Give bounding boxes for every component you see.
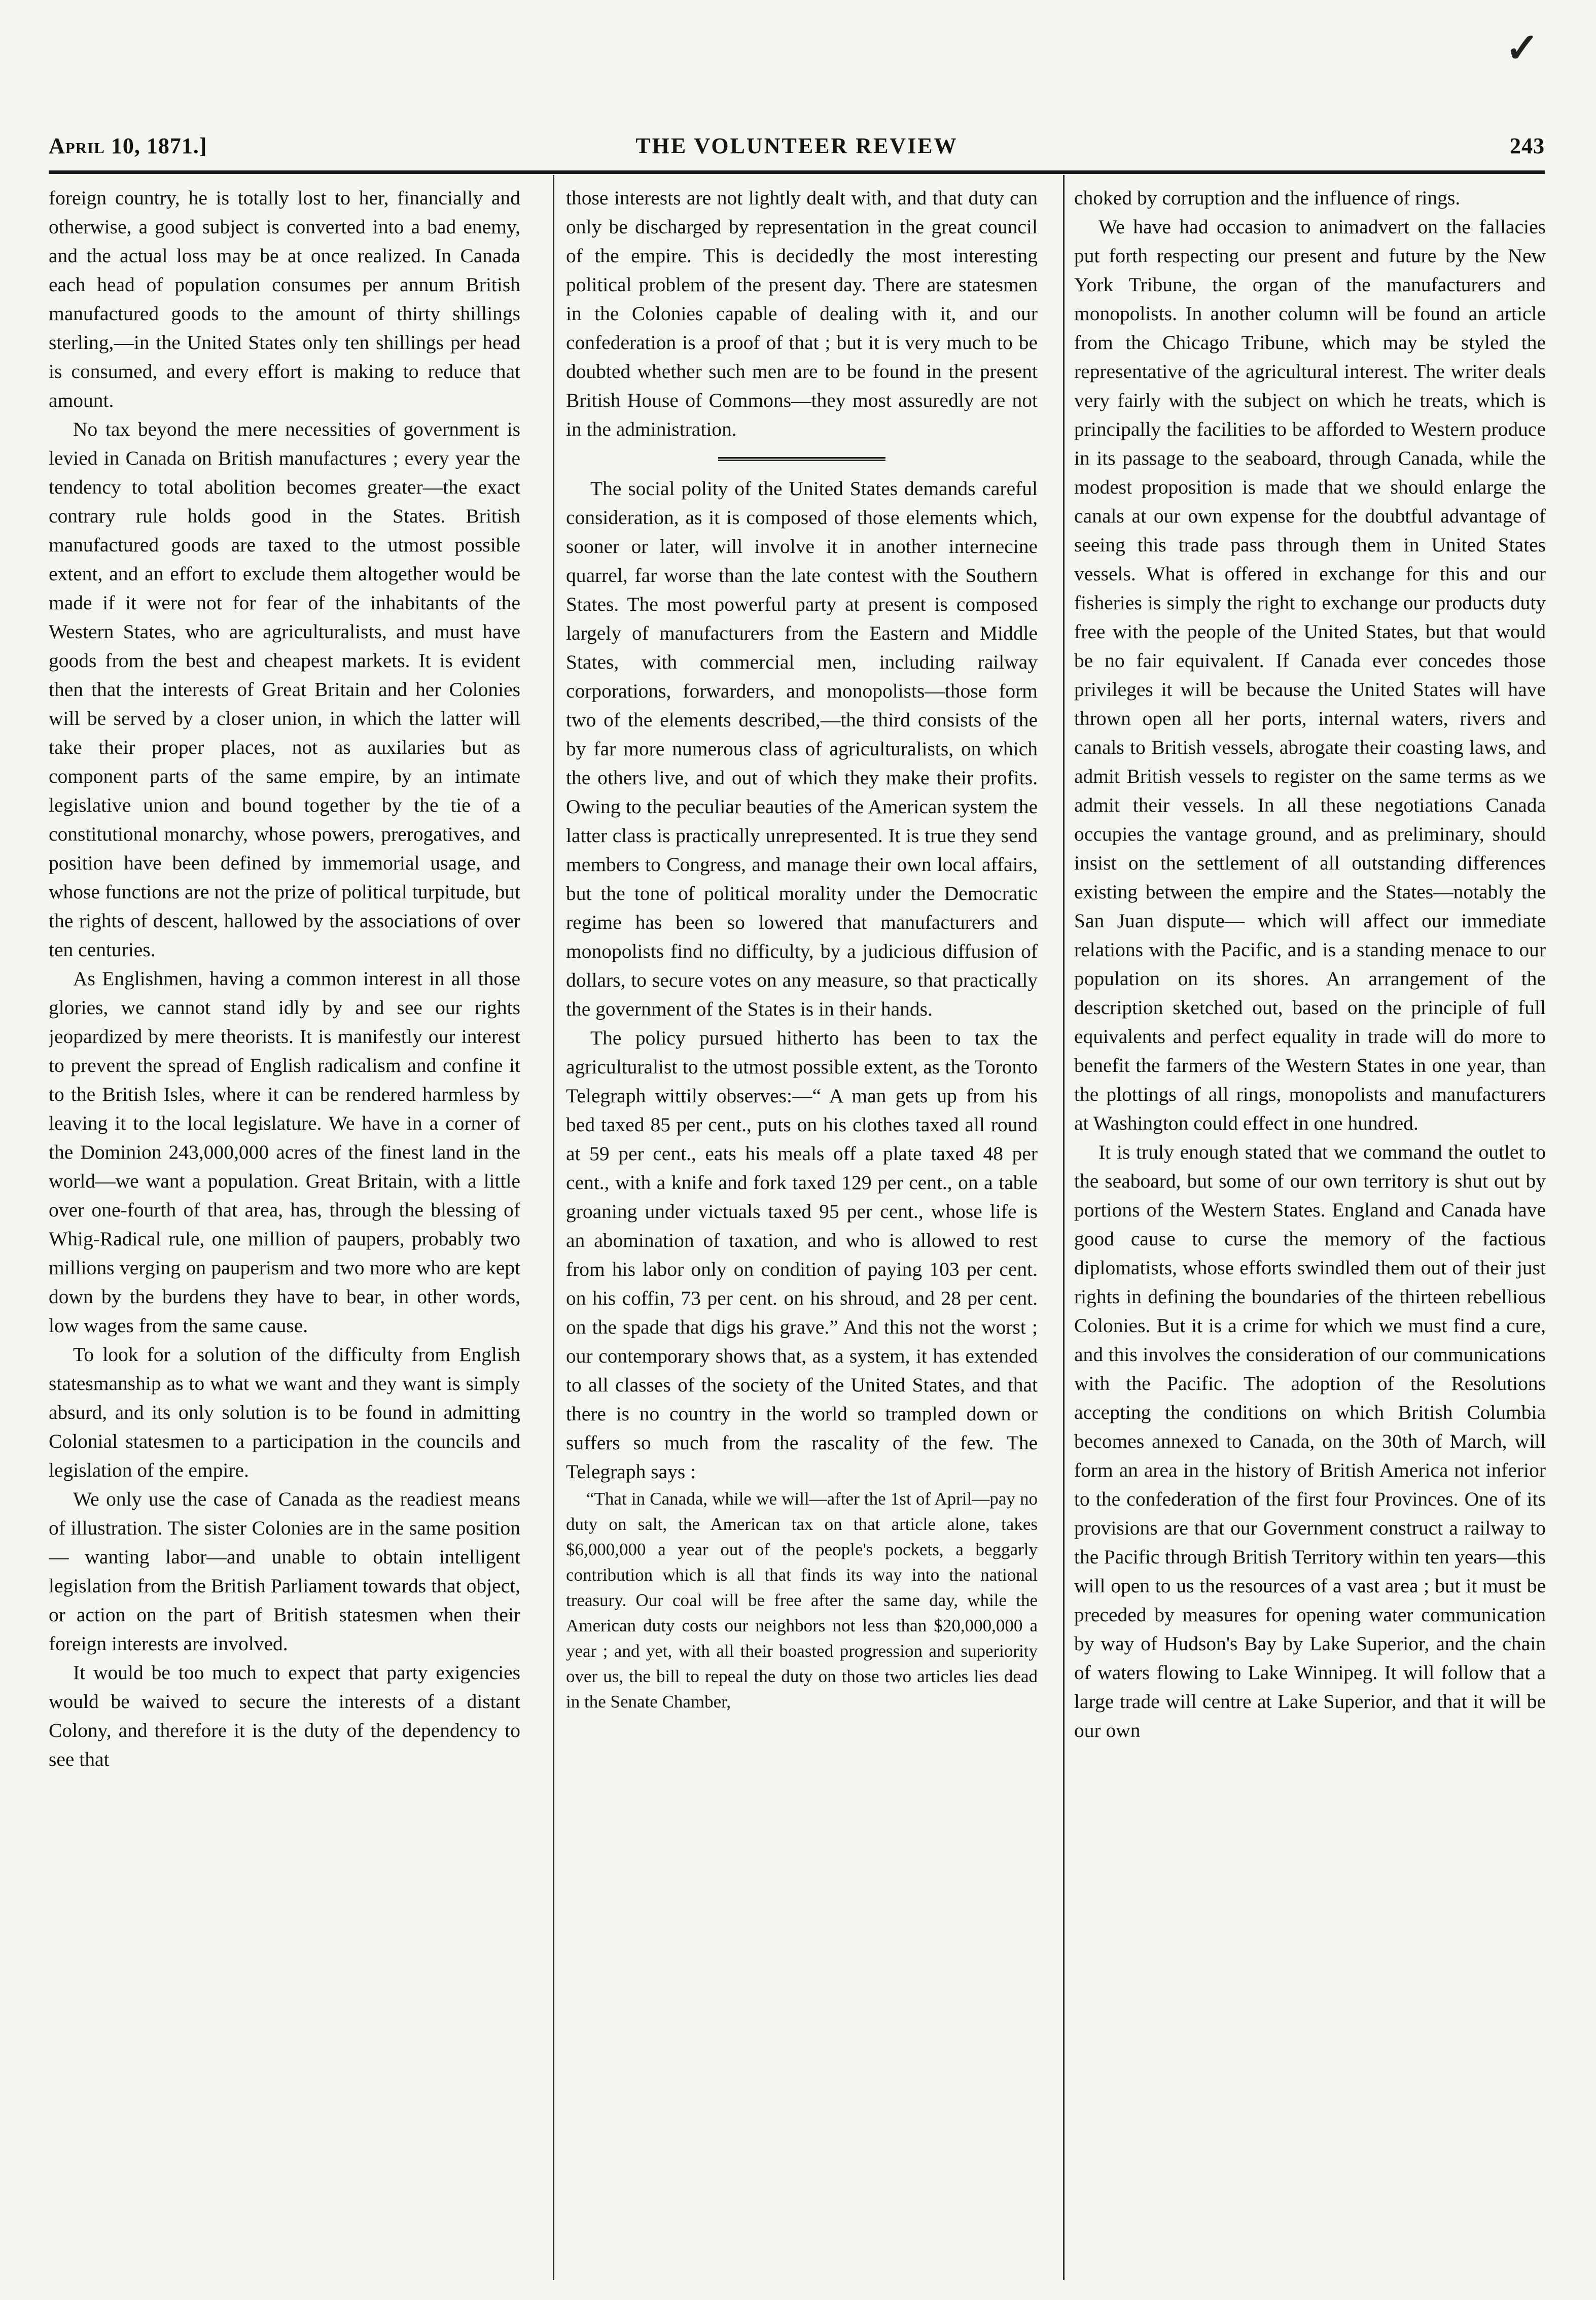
paragraph: We have had occasion to animadvert on the fallacies put forth respecting our present and future by the New York Tribune, the organ of the manufacturers and monopolists. In another column will be found an article from the Chicago Tribune, which may be styled the representative of the agricultural interest. The writer deals very fairly with the subject on which he treats, which is principally the facilities to be afforded to Western produce in its passage to the seaboard, through Canada, while the modest proposition is made that we should enlarge the canals at our own expense for the doubtful advantage of seeing this trade pass through them in United States vessels. What is offered in exchange for this and our fisheries is simply the right to exchange our products duty free with the people of the United States, but that would be no fair equivalent. If Canada ever concedes those privileges it will be because the United States will have thrown open all her ports, internal waters, rivers and canals to British vessels, abrogate their coasting laws, and admit British vessels to register on the same terms as we admit their vessels. In all these negotiations Canada occupies the vantage ground, and as preliminary, should insist on the settlement of all outstanding differences existing between the empire and the States—notably the San Juan dispute— which will affect our immediate relations with the Pacific, and is a standing menace to our population on its shores. An arrangement of the description sketched out, based on the principle of full equivalents and perfect equality in trade will do more to benefit the farmers of the Western States in one year, than the plottings of all rings, monopolists and manufacturers at Washington could effect in one hundred. [1074,216,1546,1134]
column-3 [1074,184,1546,2274]
column-1 [49,184,520,2274]
paragraph: We only use the case of Canada as the readiest means of illustration. The sister Colonies are in the same position— wanting labor—and unable to obtain intelligent legislation from the British Parliament towards that object, or action on the part of British statesmen when their foreign interests are involved. [49,1488,520,1655]
page-header [49,133,1545,168]
column-divider [1063,175,1065,2280]
quoted-paragraph: “That in Canada, while we will—after the 1st of April—pay no duty on salt, the American tax on that article alone, takes $6,000,000 a year out of the people's pockets, a beggarly contribution which is all that finds its way into the national treasury. Our coal will be free after the same day, while the American duty costs our neighbors not less than $20,000,000 a year ; and yet, with all their boasted progression and superiority over us, the bill to repeal the duty on those two articles lies dead in the Senate Chamber, [566,1489,1038,1712]
paragraph: those interests are not lightly dealt with, and that duty can only be discharged by representation in the great council of the empire. This is decidedly the most interesting political problem of the present day. There are statesmen in the Colonies capable of dealing with it, and our confederation is a proof of that ; but it is very much to be doubted whether such men are to be found in the present British House of Commons—they most assuredly are not in the administration. [566,187,1038,440]
column-2 [566,184,1038,2274]
paragraph: The social polity of the United States demands careful consideration, as it is composed of those elements which, sooner or later, will involve it in another internecine quarrel, far worse than the late contest with the Southern States. The most powerful party at present is composed largely of manufacturers from the Eastern and Middle States, with commercial men, including railway corporations, forwarders, and monopolists—those form two of the elements described,—the third consists of the by far more numerous class of agriculturalists, on which the others live, and out of which they make their profits. Owing to the peculiar beauties of the American system the latter class is practically unrepresented. It is true they send members to Congress, and manage their own local affairs, but the tone of political morality under the Democratic regime has been so lowered that manufacturers and monopolists find no difficulty, by a judicious diffusion of dollars, to secure votes on any measure, so that practically the government of the States is in their hands. [566,477,1038,1020]
paragraph: No tax beyond the mere necessities of government is levied in Canada on British manufactures ; every year the tendency to total abolition becomes greater—the exact contrary rule holds good in the States. British manufactured goods are taxed to the utmost possible extent, and an effort to exclude them altogether would be made if it were not for fear of the inhabitants of the Western States, who are agriculturalists, and must have goods from the best and cheapest markets. It is evident then that the interests of Great Britain and her Colonies will be served by a closer union, in which the latter will take their proper places, not as auxilaries but as component parts of the same empire, by an intimate legislative union and bound together by the tie of a constitutional monarchy, whose powers, prerogatives, and position have been defined by immemorial usage, and whose functions are not the prize of political turpitude, but the rights of descent, hallowed by the associations of over ten centuries. [49,418,520,961]
paragraph: To look for a solution of the difficulty from English statesmanship as to what we want and they want is simply absurd, and its only solution is to be found in admitting Colonial statesmen to a participation in the councils and legislation of the empire. [49,1343,520,1481]
publication-title: THE VOLUNTEER REVIEW [635,133,958,158]
paragraph: foreign country, he is totally lost to her, financially and otherwise, a good subject is converted into a bad enemy, and the actual loss may be at once realized. In Canada each head of population consumes per annum British manufactured goods to the amount of thirty shillings sterling,—in the United States only ten shillings per head is consumed, and every effort is making to reduce that amount. [49,187,520,411]
corner-ink-mark: ✓ [1505,26,1540,71]
article-separator [718,457,885,464]
page-number: 243 [1510,133,1545,158]
issue-date: April 10, 1871.] [49,133,207,158]
paragraph: The policy pursued hitherto has been to tax the agriculturalist to the utmost possible extent, as the Toronto Telegraph wittily observes:—“ A man gets up from his bed taxed 85 per cent., puts on his clothes taxed all round at 59 per cent., eats his meals off a plate taxed 48 per cent., with a knife and fork taxed 129 per cent., on a table groaning under victuals taxed 95 per cent., whose life is an abomination of taxation, and who is allowed to rest from his labor only on condition of paying 103 per cent. on his coffin, 73 per cent. on his shroud, and 28 per cent. on the spade that digs his grave.” And this not the worst ; our contemporary shows that, as a system, it has extended to all classes of the society of the United States, and that there is no country in the world so trampled down or suffers so much from the rascality of the few. The Telegraph says : [566,1027,1038,1483]
column-divider [553,175,554,2280]
paragraph: It is truly enough stated that we command the outlet to the seaboard, but some of our own territory is shut out by portions of the Western States. England and Canada have good cause to curse the memory of the factious diplomatists, whose efforts swindled them out of their just rights in defining the boundaries of the thirteen rebellious Colonies. But it is a crime for which we must find a cure, and this involves the consideration of our communications with the Pacific. The adoption of the Resolutions accepting the conditions on which British Columbia becomes annexed to Canada, on the 30th of March, will form an area in the history of British America not inferior to the confederation of the first four Provinces. One of its provisions are that our Government construct a railway to the Pacific through British Territory within ten years—this will open to us the resources of a vast area ; but it must be preceded by measures for opening water communication by way of Hudson's Bay by Lake Superior, and the chain of waters flowing to Lake Winnipeg. It will follow that a large trade will centre at Lake Superior, and that it will be our own [1074,1141,1546,1741]
paragraph: It would be too much to expect that party exigencies would be waived to secure the interests of a distant Colony, and therefore it is the duty of the dependency to see that [49,1661,520,1770]
header-rule [49,170,1545,174]
paragraph: choked by corruption and the influence of rings. [1074,187,1461,209]
paragraph: As Englishmen, having a common interest in all those glories, we cannot stand idly by and see our rights jeopardized by mere theorists. It is manifestly our interest to prevent the spread of English radicalism and confine it to the British Isles, where it can be rendered harmless by leaving it to the local legislature. We have in a corner of the Dominion 243,000,000 acres of the finest land in the world—we want a population. Great Britain, with a little over one-fourth of that area, has, through the blessing of Whig-Radical rule, one million of paupers, probably two millions verging on pauperism and two more who are kept down by the burdens they have to bear, in other words, low wages from the same cause. [49,967,520,1337]
